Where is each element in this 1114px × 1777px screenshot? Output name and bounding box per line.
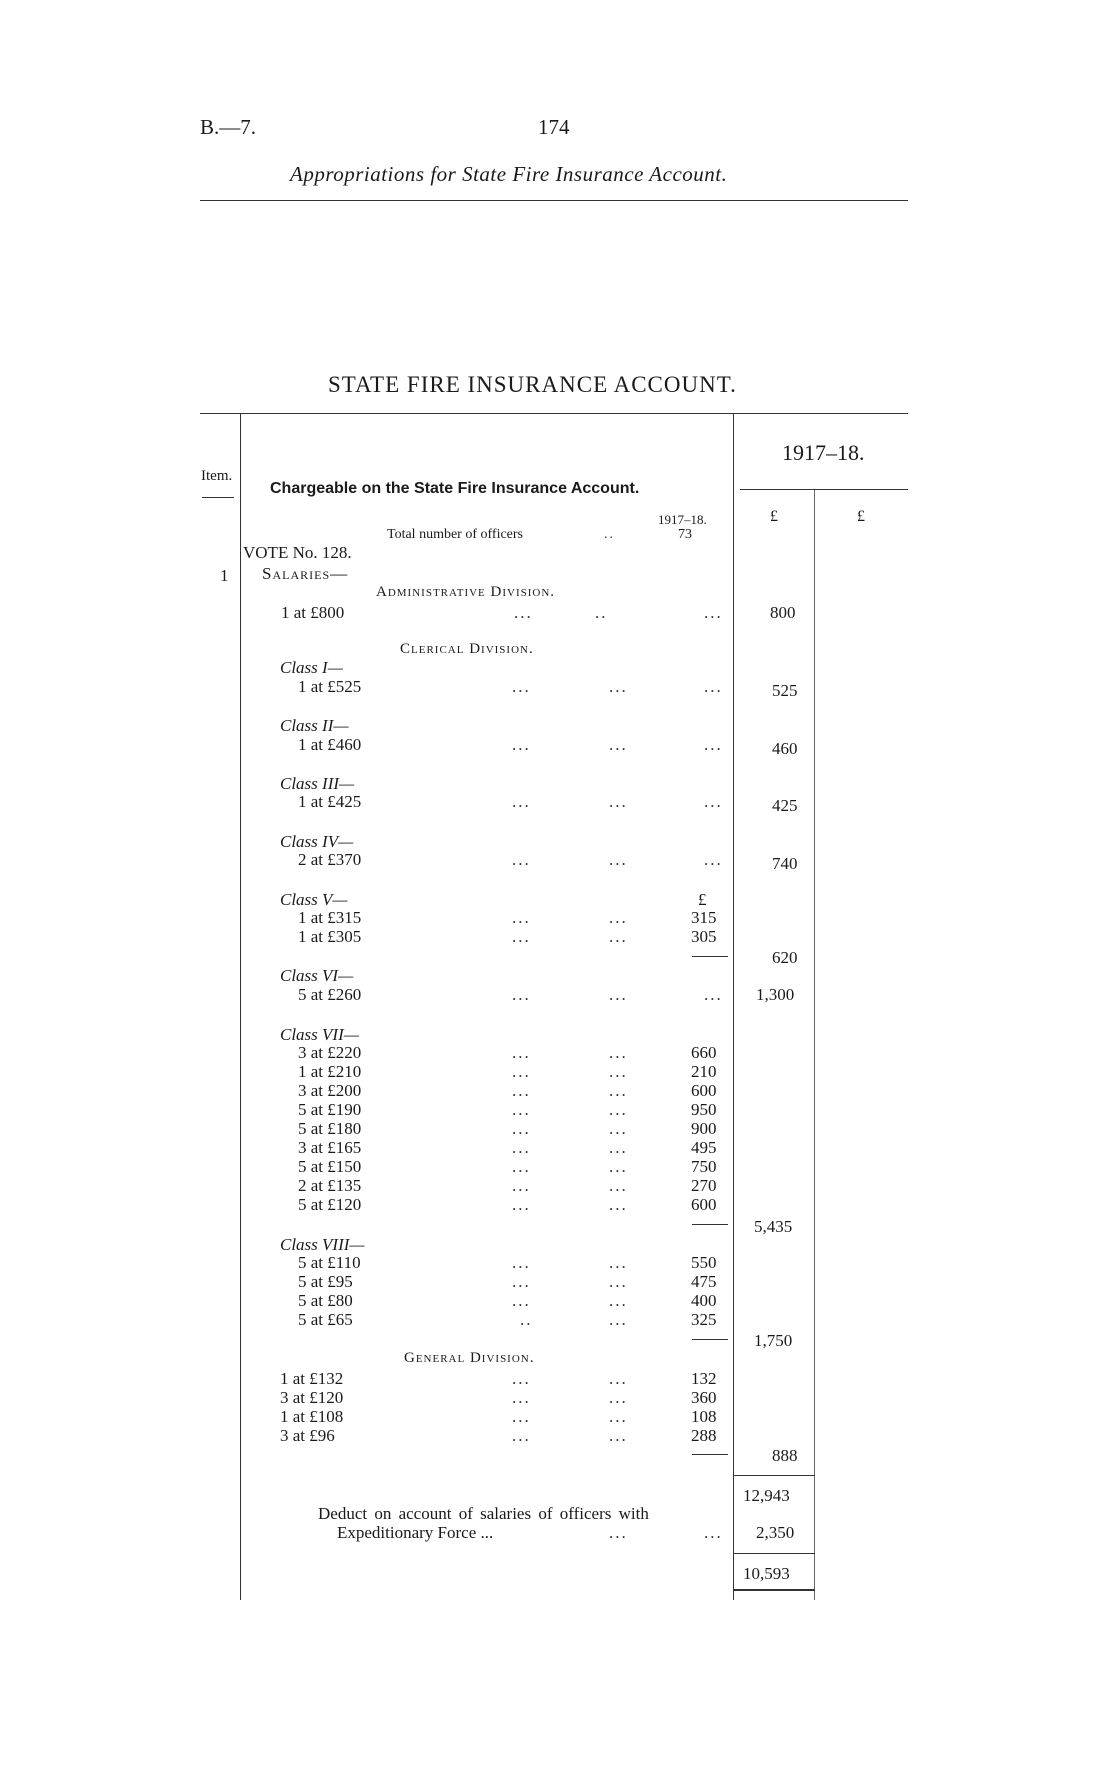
class-row [0, 1310, 1114, 1330]
class-row-dots: ... [609, 1272, 628, 1291]
class-row-dots: ... [512, 1157, 531, 1176]
class-row-label: 2 at £135 [298, 1176, 362, 1195]
class-row [0, 1157, 1114, 1177]
class-row-amount: 600 [691, 1081, 717, 1100]
class-row-label: 3 at £220 [298, 1043, 362, 1062]
general-row-dots: ... [609, 1407, 628, 1426]
gross-total: 12,943 [743, 1486, 790, 1505]
document-code: B.—7. [200, 115, 257, 139]
deduct-label-line1: Deduct on account of salaries of officers with [318, 1504, 649, 1523]
general-row-amount: 288 [691, 1426, 717, 1445]
class-row-amount: 325 [691, 1310, 717, 1329]
class-heading: Class V— [280, 890, 348, 909]
net-total-double-rule [733, 1589, 815, 1591]
class-row-dots: ... [704, 792, 723, 811]
class-row-dots: ... [512, 1138, 531, 1157]
vote-number: VOTE No. 128. [243, 543, 352, 562]
class-row [0, 735, 1114, 758]
general-row-dots: ... [512, 1407, 531, 1426]
class-row-dots: ... [704, 735, 723, 754]
class-row-label: 1 at £315 [298, 908, 362, 927]
class-row-label: 3 at £200 [298, 1081, 362, 1100]
general-row-dots: ... [512, 1388, 531, 1407]
class-row-dots: ... [609, 1195, 628, 1214]
class-row-dots: ... [512, 1043, 531, 1062]
class-heading: Class IV— [280, 832, 354, 851]
class-row-dots: ... [512, 792, 531, 811]
class-total: 1,750 [754, 1331, 793, 1350]
general-total: 888 [772, 1446, 798, 1465]
class-row-amount: 750 [691, 1157, 717, 1176]
header-rule [200, 200, 908, 201]
class-row-dots: ... [512, 927, 531, 946]
class-row [0, 1043, 1114, 1063]
class-row-amount: 550 [691, 1253, 717, 1272]
class-row-amount: 495 [691, 1138, 717, 1157]
class-row-dots: ... [512, 908, 531, 927]
general-row-label: 1 at £132 [280, 1369, 344, 1388]
general-row [0, 1369, 1114, 1389]
class-row-label: 5 at £95 [298, 1272, 353, 1291]
class-row-dots: ... [512, 1062, 531, 1081]
class-total: 1,300 [756, 985, 795, 1004]
class-heading: Class VII— [280, 1025, 359, 1044]
class-heading: Class VIII— [280, 1235, 365, 1254]
class-row-dots: ... [512, 735, 531, 754]
class-row-label: 1 at £305 [298, 927, 362, 946]
class-row-amount: 475 [691, 1272, 717, 1291]
admin-row-dots: ... [704, 603, 723, 622]
deduct-dots: ... [609, 1523, 628, 1542]
class-total: 620 [772, 948, 798, 967]
class-row-amount: 270 [691, 1176, 717, 1195]
class-row [0, 1176, 1114, 1196]
class-row-dots: ... [609, 1062, 628, 1081]
salaries-label: Salaries— [262, 564, 349, 583]
class-row-label: 1 at £425 [298, 792, 362, 811]
class-row-label: 5 at £150 [298, 1157, 362, 1176]
item-number: 1 [220, 566, 229, 585]
class-row-label: 1 at £460 [298, 735, 362, 754]
class-row-dots: ... [512, 1291, 531, 1310]
class-row-dots: ... [609, 1119, 628, 1138]
table-description-header: Chargeable on the State Fire Insurance Account. [270, 480, 640, 497]
sub-currency: £ [698, 890, 707, 909]
class-row-dots: ... [609, 985, 628, 1004]
class-row-amount: 315 [691, 908, 717, 927]
general-row-label: 3 at £96 [280, 1426, 335, 1445]
gross-total-rule [733, 1475, 815, 1476]
general-row [0, 1388, 1114, 1408]
class-row-dots: ... [512, 677, 531, 696]
class-total: 5,435 [754, 1217, 793, 1236]
class-row [0, 1253, 1114, 1273]
clerical-division-heading: Clerical Division. [400, 641, 534, 657]
class-row-dots: ... [512, 1176, 531, 1195]
class-row-amount: 400 [691, 1291, 717, 1310]
class-row-dots: ... [609, 1081, 628, 1100]
class-row-dots: ... [704, 677, 723, 696]
general-row-dots: ... [512, 1369, 531, 1388]
net-total-rule [733, 1553, 815, 1554]
class-row-dots: ... [609, 735, 628, 754]
class-row [0, 908, 1114, 928]
currency-header-1: £ [770, 508, 778, 525]
class-row-label: 1 at £210 [298, 1062, 362, 1081]
class-heading: Class VI— [280, 966, 354, 985]
general-row-amount: 108 [691, 1407, 717, 1426]
general-row-label: 3 at £120 [280, 1388, 344, 1407]
class-row [0, 1081, 1114, 1101]
class-row-dots: ... [609, 1310, 628, 1329]
subtotal-rule [692, 956, 728, 957]
subtotal-rule [692, 1454, 728, 1455]
class-total: 740 [772, 854, 798, 873]
class-row-dots: ... [609, 1176, 628, 1195]
class-row-amount: 950 [691, 1100, 717, 1119]
admin-row-dots: .. [595, 603, 608, 622]
page-number: 174 [538, 115, 570, 139]
class-row-dots: ... [704, 985, 723, 1004]
admin-row-label: 1 at £800 [281, 603, 345, 622]
class-row [0, 850, 1114, 873]
class-heading: Class I— [280, 658, 343, 677]
general-row-dots: ... [609, 1388, 628, 1407]
class-row-amount: 900 [691, 1119, 717, 1138]
item-underline [202, 497, 234, 498]
officers-label: Total number of officers [387, 527, 523, 542]
class-row-dots: ... [512, 1195, 531, 1214]
year-header: 1917–18. [782, 440, 865, 465]
class-row-dots: ... [609, 677, 628, 696]
item-column-header: Item. [201, 468, 233, 484]
class-row-dots: ... [609, 850, 628, 869]
class-row [0, 792, 1114, 815]
class-row-amount: 600 [691, 1195, 717, 1214]
class-row-dots: ... [609, 1253, 628, 1272]
class-row-dots: ... [609, 792, 628, 811]
deduct-dots: ... [704, 1523, 723, 1542]
officers-year: 1917–18. [658, 512, 707, 527]
deduct-label-line2: Expeditionary Force ... [337, 1523, 494, 1542]
class-row [0, 1138, 1114, 1158]
class-row-label: 5 at £120 [298, 1195, 362, 1214]
class-row-dots: ... [512, 850, 531, 869]
class-row [0, 1291, 1114, 1311]
class-row-dots: ... [512, 985, 531, 1004]
class-heading: Class III— [280, 774, 355, 793]
class-row-label: 5 at £190 [298, 1100, 362, 1119]
class-row [0, 1062, 1114, 1082]
class-row-dots: ... [704, 850, 723, 869]
class-heading: Class II— [280, 716, 349, 735]
class-row-label: 5 at £65 [298, 1310, 353, 1329]
class-row-label: 5 at £110 [298, 1253, 361, 1272]
administrative-division-heading: Administrative Division. [376, 584, 556, 600]
class-total: 460 [772, 739, 798, 758]
class-row [0, 1195, 1114, 1215]
class-row-dots: ... [512, 1119, 531, 1138]
class-row-dots: ... [609, 1043, 628, 1062]
class-row [0, 985, 1114, 1005]
class-row-label: 5 at £180 [298, 1119, 362, 1138]
year-underline [740, 489, 908, 490]
class-row-dots: ... [609, 927, 628, 946]
general-row-dots: ... [609, 1369, 628, 1388]
class-row-amount: 305 [691, 927, 717, 946]
general-row-amount: 360 [691, 1388, 717, 1407]
class-row-label: 5 at £260 [298, 985, 362, 1004]
admin-row-total: 800 [770, 603, 796, 622]
class-row-label: 5 at £80 [298, 1291, 353, 1310]
class-row-dots: ... [609, 1157, 628, 1176]
class-row [0, 1100, 1114, 1120]
class-total: 425 [772, 796, 798, 815]
class-row-dots: ... [512, 1100, 531, 1119]
subtotal-rule [692, 1339, 728, 1340]
net-total: 10,593 [743, 1564, 790, 1583]
class-row-label: 2 at £370 [298, 850, 362, 869]
class-row-label: 3 at £165 [298, 1138, 362, 1157]
class-row-label: 1 at £525 [298, 677, 362, 696]
class-row [0, 1119, 1114, 1139]
admin-row-dots: ... [514, 603, 533, 622]
officers-count: 73 [678, 527, 692, 542]
class-row-dots: ... [512, 1081, 531, 1100]
class-row-dots: .. [520, 1310, 533, 1329]
class-row [0, 1272, 1114, 1292]
deduct-amount: 2,350 [756, 1523, 795, 1542]
class-row-dots: ... [609, 908, 628, 927]
class-total: 525 [772, 681, 798, 700]
class-row [0, 677, 1114, 700]
general-row-label: 1 at £108 [280, 1407, 344, 1426]
general-row-amount: 132 [691, 1369, 717, 1388]
admin-row [0, 603, 1114, 623]
class-row-dots: ... [512, 1272, 531, 1291]
class-row-amount: 210 [691, 1062, 717, 1081]
general-row [0, 1407, 1114, 1427]
class-row-dots: ... [609, 1291, 628, 1310]
page-title: STATE FIRE INSURANCE ACCOUNT. [328, 372, 737, 397]
page-subtitle: Appropriations for State Fire Insurance Account. [290, 162, 728, 186]
general-row-dots: ... [609, 1426, 628, 1445]
currency-header-2: £ [857, 508, 865, 525]
subtotal-rule [692, 1224, 728, 1225]
class-row-dots: ... [609, 1100, 628, 1119]
general-row [0, 1426, 1114, 1446]
class-row [0, 927, 1114, 947]
class-row-dots: ... [512, 1253, 531, 1272]
class-row-amount: 660 [691, 1043, 717, 1062]
general-division-heading: General Division. [404, 1350, 535, 1366]
general-row-dots: ... [512, 1426, 531, 1445]
class-row-dots: ... [609, 1138, 628, 1157]
officers-dots: .. [604, 527, 615, 542]
table-top-rule [200, 413, 908, 414]
